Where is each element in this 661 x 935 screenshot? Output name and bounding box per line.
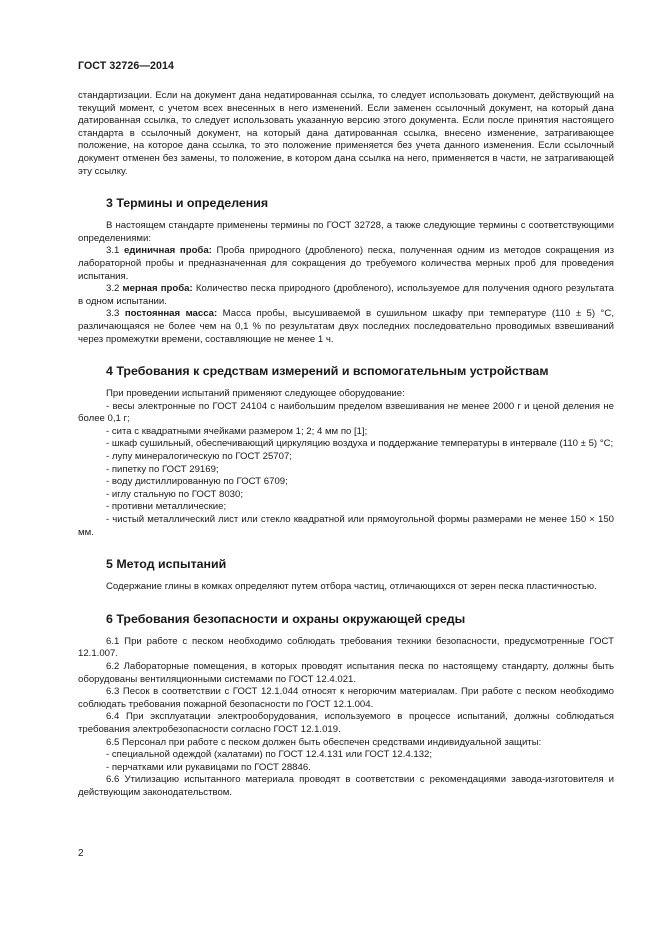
equipment-item: - противни металлические; xyxy=(106,501,227,513)
section-4-intro: При проведении испытаний применяют следующее оборудование: xyxy=(106,388,405,400)
document-body xyxy=(78,90,614,800)
equipment-item: - сита с квадратными ячейками размером 1; 2; 4 мм по [1]; xyxy=(106,425,368,437)
safety-paragraph: - специальной одеждой (халатами) по ГОСТ 12.4.131 или ГОСТ 12.4.132; xyxy=(106,749,433,761)
term-definition: Проба природного (дробленого) песка, полученная одним из методов сокращения из лабораторной пробы и предназначенная для сокращения до требуемого количества мерных проб для проведения испытания. xyxy=(78,245,614,282)
equipment-item: - шкаф сушильный, обеспечивающий циркуляцию воздуха и поддержание температуры в интервале (110 ± 5) °С; xyxy=(106,438,614,450)
safety-paragraph: 6.6 Утилизацию испытанного материала проводят в соответствии с рекомендациями завода-изготовителя и действующим законодательством. xyxy=(78,774,614,798)
term-3-3 xyxy=(78,308,614,346)
safety-paragraph: 6.5 Персонал при работе с песком должен быть обеспечен средствами индивидуальной защиты: xyxy=(106,736,542,748)
term-name: единичная проба: xyxy=(123,245,212,257)
safety-paragraph: - перчатками или рукавицами по ГОСТ 28846. xyxy=(106,761,311,773)
term-number: 3.1 xyxy=(106,245,124,257)
term-number: 3.3 xyxy=(106,308,125,320)
section-6-title: 6 Требования безопасности и охраны окружающей среды xyxy=(106,611,466,626)
page-number: 2 xyxy=(78,848,84,859)
equipment-item: - лупу минералогическую по ГОСТ 25707; xyxy=(106,451,292,463)
section-5-title: 5 Метод испытаний xyxy=(106,557,227,572)
section-4-title: 4 Требования к средствам измерений и вспомогательным устройствам xyxy=(106,364,549,379)
term-3-2 xyxy=(78,283,614,308)
term-name: постоянная масса: xyxy=(124,308,218,320)
safety-paragraph: 6.3 Песок в соответствии с ГОСТ 12.1.044 относят к негорючим материалам. При работе с песком необходимо соблюдать требования пожарной безопасности по ГОСТ 12.1.004. xyxy=(78,686,614,710)
safety-paragraph: 6.4 При эксплуатации электрооборудования, используемого в процессе испытаний, должны соблюдаться требования электробезопасности согласно ГОСТ 12.1.019. xyxy=(78,711,614,735)
section-3-title: 3 Термины и определения xyxy=(106,196,269,211)
term-number: 3.2 xyxy=(106,283,123,295)
term-definition: Масса пробы, высушиваемой в сушильном шкафу при температуре (110 ± 5) °С, различающаяся не более чем на 0,1 % по результатам двух последних последовательно проводимых взвешиваний через промежутки времени, составляющие не менее 1 ч. xyxy=(78,308,614,345)
term-3-1 xyxy=(78,245,614,283)
section-3-intro: В настоящем стандарте применены термины по ГОСТ 32728, а также следующие термины с соответствующими определениями: xyxy=(78,220,614,244)
term-name: мерная проба: xyxy=(122,283,193,295)
safety-paragraph: 6.1 При работе с песком необходимо соблюдать требования техники безопасности, предусмотренные ГОСТ 12.1.007. xyxy=(78,635,614,660)
section-5-text: Содержание глины в комках определяют путем отбора частиц, отличающихся от зерен песка пластичностью. xyxy=(106,581,597,593)
equipment-item: - воду дистиллированную по ГОСТ 6709; xyxy=(106,476,288,488)
equipment-item: - чистый металлический лист или стекло квадратной или прямоугольной формы размерами не менее 150 × 150 мм. xyxy=(78,514,614,538)
document-header: ГОСТ 32726—2014 xyxy=(78,60,175,72)
term-definition: Количество песка природного (дробленого), используемое для получения одного результата в одном испытании. xyxy=(78,283,614,307)
intro-paragraph: стандартизации. Если на документ дана недатированная ссылка, то следует использовать документ, действующий на текущий момент, с учетом всех внесенных в него изменений. Если заменен ссылочный документ, на который дана датированная ссылка, то следует использовать указанную версию этого документа. Если после принятия настоящего стандарта в ссылочный документ, на который дана датированная ссылка, внесено изменение, затрагивающее положение, на которое дана ссылка, то это положение применяется без учета данного изменения. Если ссылочный документ отменен без замены, то положение, в котором дана ссылка на него, применяется в части, не затрагивающей эту ссылку. xyxy=(78,90,614,177)
equipment-item: - весы электронные по ГОСТ 24104 с наибольшим пределом взвешивания не менее 2000 г и ценой деления не более 0,1 г; xyxy=(78,400,614,425)
equipment-item: - пипетку по ГОСТ 29169; xyxy=(106,463,219,475)
equipment-item: - иглу стальную по ГОСТ 8030; xyxy=(106,488,243,500)
safety-paragraph: 6.2 Лабораторные помещения, в которых проводят испытания песка по настоящему стандарту, должны быть оборудованы вентиляционными системами по ГОСТ 12.4.021. xyxy=(78,661,614,685)
